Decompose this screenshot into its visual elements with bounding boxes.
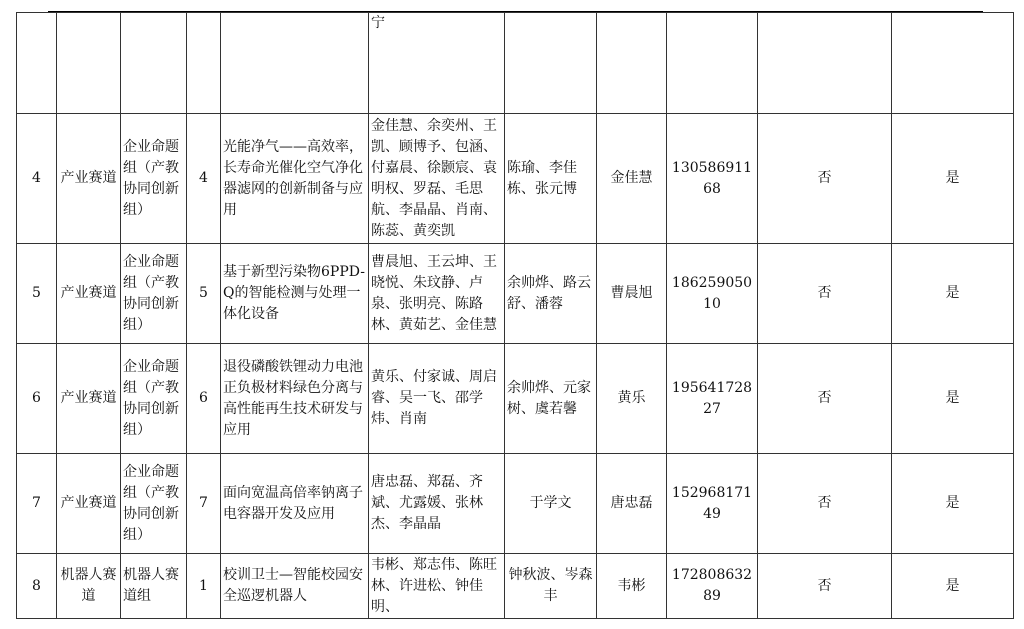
cell-index: 7 [17, 454, 57, 554]
cell-group: 企业命题组（产教协同创新组） [121, 114, 187, 244]
cell-leader: 曹晨旭 [597, 244, 667, 344]
cell-track [57, 13, 121, 114]
cell-project: 光能净气——高效率，长寿命光催化空气净化器滤网的创新制备与应用 [221, 114, 369, 244]
cell-group: 企业命题组（产教协同创新组） [121, 244, 187, 344]
cell-project: 退役磷酸铁锂动力电池正负极材料绿色分离与高性能再生技术研发与应用 [221, 344, 369, 454]
cell-members: 宁 [369, 13, 505, 114]
cell-index: 8 [17, 554, 57, 619]
cell-no [758, 13, 892, 114]
cell-yes: 是 [892, 344, 1014, 454]
cell-project: 校训卫士—智能校园安全巡逻机器人 [221, 554, 369, 619]
cell-no: 否 [758, 114, 892, 244]
cell-index: 6 [17, 344, 57, 454]
cell-leader: 唐忠磊 [597, 454, 667, 554]
cell-yes: 是 [892, 244, 1014, 344]
table-row [17, 244, 1014, 344]
cell-phone: 15296817149 [667, 454, 758, 554]
cell-track: 机器人赛道 [57, 554, 121, 619]
cell-seq: 6 [187, 344, 221, 454]
cell-members: 曹晨旭、王云坤、王晓悦、朱玟静、卢泉、张明亮、陈路林、黄茹艺、金佳慧 [369, 244, 505, 344]
cell-advisors [505, 13, 597, 114]
cell-group: 机器人赛道组 [121, 554, 187, 619]
cell-index: 5 [17, 244, 57, 344]
cell-group: 企业命题组（产教协同创新组） [121, 344, 187, 454]
cell-members: 黄乐、付家诚、周启睿、吴一飞、邵学炜、肖南 [369, 344, 505, 454]
cell-advisors: 余帅烨、元家树、虞若馨 [505, 344, 597, 454]
cell-phone: 13058691168 [667, 114, 758, 244]
cell-seq: 7 [187, 454, 221, 554]
cell-no: 否 [758, 244, 892, 344]
cell-project: 面向宽温高倍率钠离子电容器开发及应用 [221, 454, 369, 554]
cell-index [17, 13, 57, 114]
cell-index: 4 [17, 114, 57, 244]
cell-seq: 1 [187, 554, 221, 619]
table-row [17, 554, 1014, 619]
cell-seq: 5 [187, 244, 221, 344]
cell-project [221, 13, 369, 114]
cell-yes [892, 13, 1014, 114]
cell-group: 企业命题组（产教协同创新组） [121, 454, 187, 554]
cell-track: 产业赛道 [57, 344, 121, 454]
cell-phone: 17280863289 [667, 554, 758, 619]
cell-no: 否 [758, 344, 892, 454]
table-row [17, 454, 1014, 554]
cell-advisors: 余帅烨、路云舒、潘蓉 [505, 244, 597, 344]
cell-phone: 18625905010 [667, 244, 758, 344]
cell-leader: 金佳慧 [597, 114, 667, 244]
cell-members: 韦彬、郑志伟、陈旺林、许进松、钟佳明、 [369, 554, 505, 619]
cell-yes: 是 [892, 114, 1014, 244]
table-row [17, 13, 1014, 114]
cell-track: 产业赛道 [57, 114, 121, 244]
cell-phone: 19564172827 [667, 344, 758, 454]
cell-members: 唐忠磊、郑磊、齐斌、尤露媛、张林杰、李晶晶 [369, 454, 505, 554]
cell-yes: 是 [892, 554, 1014, 619]
project-table [16, 12, 1014, 619]
cell-leader: 黄乐 [597, 344, 667, 454]
cell-advisors: 钟秋波、岑森丰 [505, 554, 597, 619]
cell-track: 产业赛道 [57, 244, 121, 344]
cell-advisors: 于学文 [505, 454, 597, 554]
cell-leader: 韦彬 [597, 554, 667, 619]
cell-group [121, 13, 187, 114]
cell-project: 基于新型污染物6PPD-Q的智能检测与处理一体化设备 [221, 244, 369, 344]
cell-seq [187, 13, 221, 114]
table-row [17, 114, 1014, 244]
cell-leader [597, 13, 667, 114]
cell-seq: 4 [187, 114, 221, 244]
cell-no: 否 [758, 454, 892, 554]
cell-no: 否 [758, 554, 892, 619]
cell-members: 金佳慧、余奕州、王凯、顾博予、包涵、付嘉晨、徐颢宸、袁明权、罗磊、毛思航、李晶晶、肖南、陈蕊、黄奕凯 [369, 114, 505, 244]
cell-advisors: 陈瑜、李佳栋、张元博 [505, 114, 597, 244]
cell-yes: 是 [892, 454, 1014, 554]
table-row [17, 344, 1014, 454]
cell-track: 产业赛道 [57, 454, 121, 554]
cell-phone [667, 13, 758, 114]
